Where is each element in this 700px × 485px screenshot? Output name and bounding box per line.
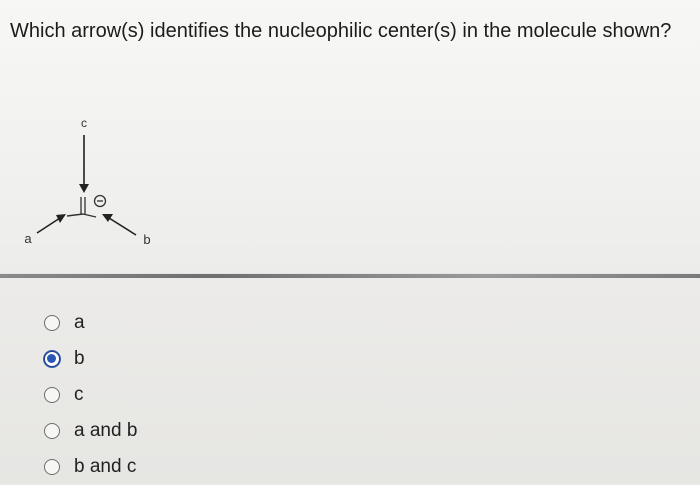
option-label: a and b [74,420,138,441]
arrow-label-c: c [81,116,87,130]
option-a-and-b[interactable] [44,413,137,449]
option-a[interactable] [44,305,137,341]
answer-options [44,305,137,485]
option-label: b and c [74,456,137,477]
molecule-bonds [67,214,96,217]
negative-charge-icon [95,196,106,207]
option-label: b [74,348,85,369]
radio-button-selected[interactable] [44,351,60,367]
arrow-a [37,214,66,233]
double-bond [81,197,85,214]
option-b[interactable] [44,341,137,377]
answers-panel [0,278,700,483]
radio-button[interactable] [44,315,60,331]
option-c[interactable] [44,377,137,413]
arrow-c [79,135,89,193]
radio-button[interactable] [44,459,60,475]
arrow-label-a: a [24,231,32,246]
option-label: a [74,312,85,333]
option-b-and-c[interactable] [44,449,137,485]
arrow-b [102,214,136,235]
radio-button[interactable] [44,387,60,403]
arrow-label-b: b [143,232,151,247]
option-label: c [74,384,84,405]
molecule-diagram [0,100,180,260]
radio-button[interactable] [44,423,60,439]
question-text: Which arrow(s) identifies the nucleophilic center(s) in the molecule shown? [10,20,672,42]
